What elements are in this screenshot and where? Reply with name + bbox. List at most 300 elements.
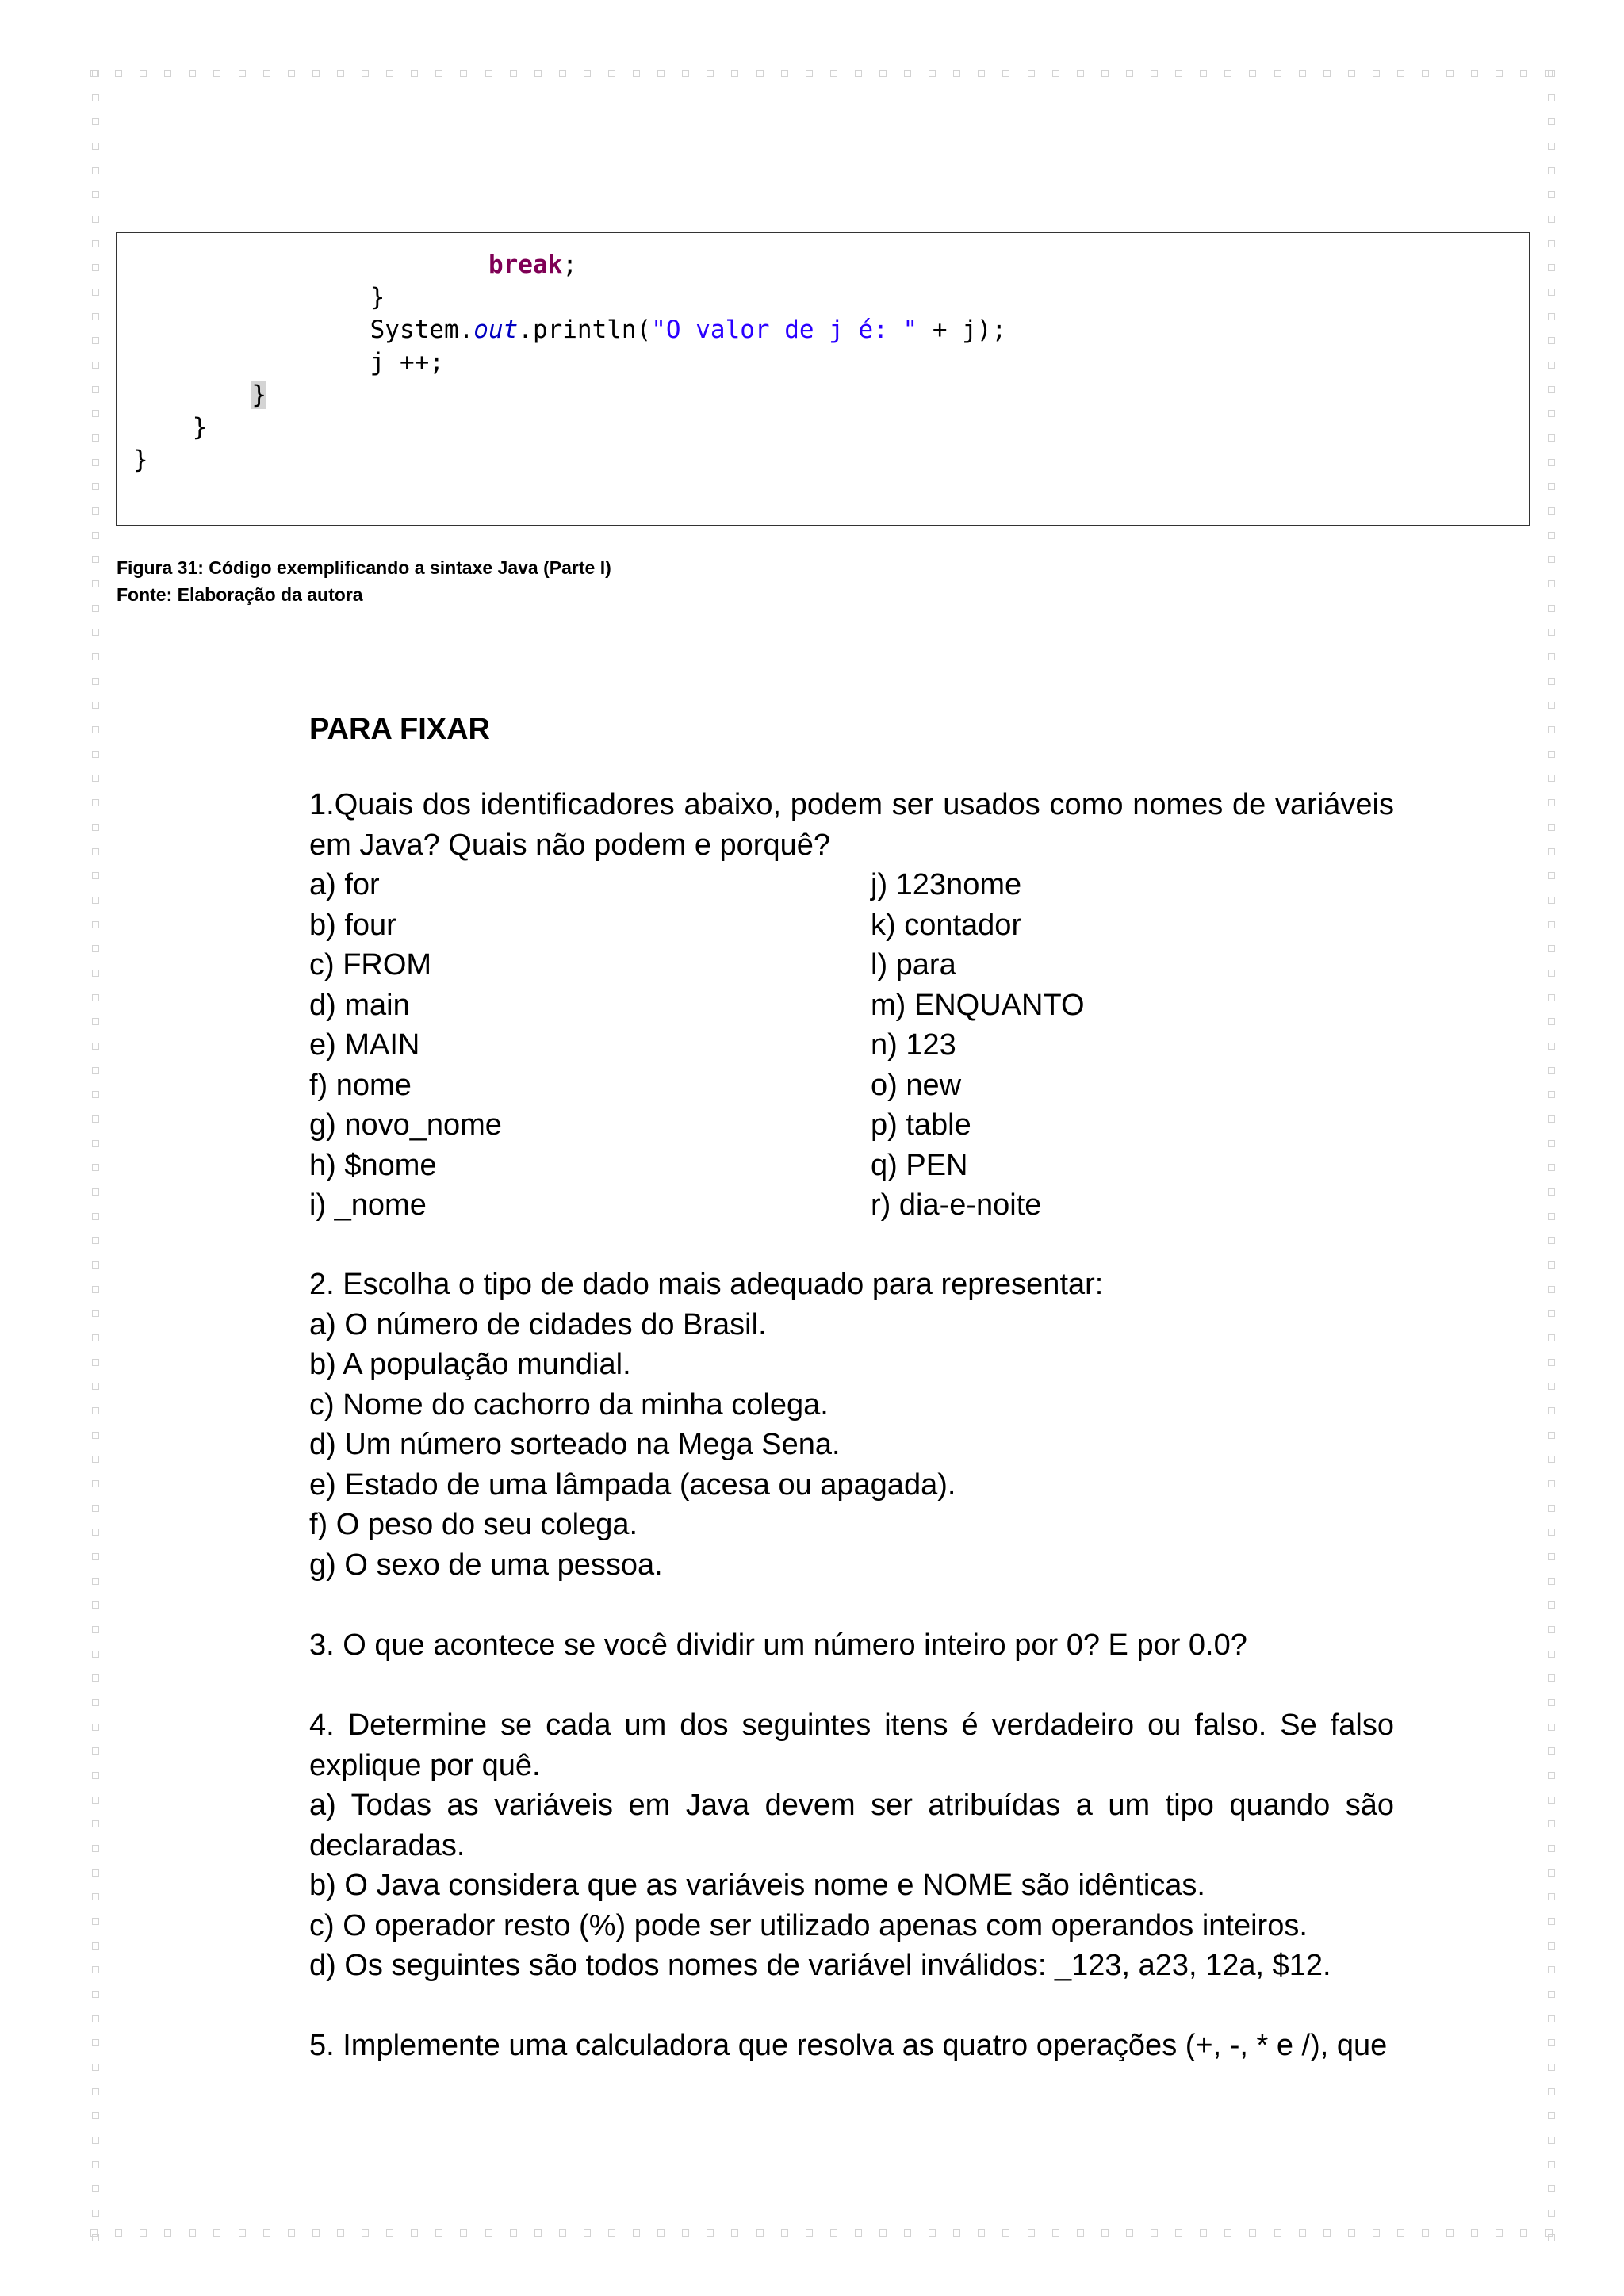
question-1-options (309, 865, 1394, 1230)
frame-square (1249, 70, 1256, 77)
frame-square (92, 872, 99, 879)
frame-square (92, 507, 99, 515)
option-item: i) _nome (309, 1188, 427, 1222)
code-token: ; (562, 251, 577, 279)
frame-square (1548, 653, 1555, 660)
frame-square (1548, 410, 1555, 417)
question-3 (309, 1625, 1394, 1666)
option-item: a) for (309, 868, 380, 901)
frame-square (1151, 70, 1158, 77)
frame-square (1548, 775, 1555, 782)
list-item: c) Nome do cachorro da minha colega. (309, 1387, 829, 1422)
frame-square (1548, 1091, 1555, 1098)
frame-square (92, 775, 99, 782)
frame-square (362, 2229, 369, 2237)
frame-square (92, 1601, 99, 1609)
frame-square (1397, 70, 1404, 77)
question-5 (309, 2026, 1394, 2066)
frame-square (1548, 507, 1555, 515)
frame-square (140, 70, 147, 77)
option-item: b) four (309, 908, 396, 942)
frame-square (92, 483, 99, 490)
frame-square (1548, 70, 1555, 77)
frame-square (1126, 70, 1133, 77)
frame-square (1548, 386, 1555, 393)
frame-square (92, 2210, 99, 2217)
frame-square (92, 605, 99, 612)
frame-square (189, 70, 196, 77)
frame-square (1548, 970, 1555, 977)
question-4 (309, 1705, 1394, 1986)
frame-square (534, 2229, 542, 2237)
frame-square (386, 2229, 393, 2237)
frame-square (1548, 2039, 1555, 2046)
frame-square (92, 2015, 99, 2022)
frame-square (855, 2229, 862, 2237)
frame-square (92, 1845, 99, 1852)
frame-square (92, 1505, 99, 1512)
frame-square (92, 1018, 99, 1025)
frame-square (559, 2229, 566, 2237)
exercise-section (309, 710, 1394, 750)
frame-square (1548, 1261, 1555, 1269)
code-line (133, 346, 444, 379)
option-item: o) new (871, 1068, 962, 1102)
frame-square (1052, 70, 1059, 77)
section-title: PARA FIXAR (309, 713, 490, 746)
frame-square (1548, 118, 1555, 125)
frame-square (1548, 1772, 1555, 1779)
frame-square (1548, 1942, 1555, 1950)
figure-caption: Figura 31: Código exemplificando a sintaxe Java (Parte I) (117, 557, 611, 578)
frame-square (682, 2229, 689, 2237)
frame-square (1548, 702, 1555, 709)
frame-square (92, 386, 99, 393)
frame-square (1348, 70, 1355, 77)
frame-square (1548, 483, 1555, 490)
frame-square (92, 945, 99, 952)
frame-square (1548, 532, 1555, 539)
frame-square (1548, 1115, 1555, 1123)
frame-square (485, 70, 492, 77)
code-token: "O valor de j é: " (651, 316, 918, 344)
frame-square (362, 70, 369, 77)
frame-square (1200, 2229, 1207, 2237)
frame-square (460, 2229, 467, 2237)
frame-square (1548, 2185, 1555, 2192)
frame-square (1548, 726, 1555, 733)
frame-square (1373, 2229, 1380, 2237)
frame-square (1077, 70, 1084, 77)
code-listing (116, 232, 1530, 526)
frame-square (1471, 70, 1478, 77)
frame-square (1548, 1018, 1555, 1025)
frame-square (92, 2234, 99, 2241)
frame-square (1548, 1359, 1555, 1366)
frame-square (92, 94, 99, 101)
frame-square (312, 70, 320, 77)
question-1-text: 1.Quais dos identificadores abaixo, podem ser usados como nomes de variáveis em Java? Quais não podem e porquê? (309, 788, 1394, 862)
frame-square (1548, 1286, 1555, 1293)
frame-square (510, 70, 517, 77)
frame-square (1548, 1164, 1555, 1171)
frame-square (657, 2229, 665, 2237)
list-item: b) A população mundial. (309, 1348, 631, 1381)
frame-square (92, 362, 99, 369)
frame-square (92, 1699, 99, 1706)
frame-square (1548, 1747, 1555, 1755)
frame-square (1299, 70, 1306, 77)
frame-square (1422, 2229, 1429, 2237)
question-2-items (309, 1305, 1394, 1586)
frame-square (115, 2229, 122, 2237)
question-2-text: 2. Escolha o tipo de dado mais adequado para representar: (309, 1268, 1104, 1301)
frame-square (92, 1067, 99, 1074)
frame-square (288, 70, 295, 77)
frame-square (1548, 1893, 1555, 1900)
frame-square (92, 1578, 99, 1585)
frame-square (1077, 2229, 1084, 2237)
question-2 (309, 1265, 1394, 1585)
code-token: } (251, 381, 266, 409)
frame-square (1028, 70, 1035, 77)
frame-square (1548, 1674, 1555, 1682)
frame-square (92, 1407, 99, 1414)
frame-square (1548, 799, 1555, 806)
frame-square (978, 70, 985, 77)
frame-square (559, 70, 566, 77)
frame-square (682, 70, 689, 77)
option-item: d) main (309, 988, 410, 1022)
frame-square (92, 216, 99, 223)
frame-square (1548, 1432, 1555, 1439)
frame-square (92, 678, 99, 685)
frame-square (534, 70, 542, 77)
frame-square (92, 459, 99, 466)
frame-square (584, 70, 591, 77)
frame-square (92, 1724, 99, 1731)
code-line (133, 379, 266, 411)
frame-square (92, 1674, 99, 1682)
frame-square (1548, 1140, 1555, 1147)
frame-square (92, 921, 99, 928)
frame-square (92, 1261, 99, 1269)
frame-square (92, 897, 99, 904)
frame-square (1548, 1067, 1555, 1074)
frame-square (879, 2229, 887, 2237)
code-token: out (473, 316, 519, 344)
frame-square (92, 289, 99, 296)
frame-square (781, 70, 788, 77)
frame-square (92, 824, 99, 831)
frame-square (608, 2229, 615, 2237)
frame-square (435, 2229, 442, 2237)
frame-square (633, 70, 640, 77)
frame-square (239, 2229, 246, 2237)
frame-square (1548, 2064, 1555, 2071)
frame-square (1548, 1651, 1555, 1658)
frame-square (1520, 2229, 1527, 2237)
frame-square (1548, 994, 1555, 1001)
frame-square (92, 994, 99, 1001)
frame-square (92, 2137, 99, 2144)
frame-square (1548, 1213, 1555, 1220)
frame-square (92, 410, 99, 417)
frame-square (1548, 1626, 1555, 1633)
frame-square (1175, 2229, 1182, 2237)
frame-square (140, 2229, 147, 2237)
frame-square (904, 2229, 911, 2237)
frame-square (1002, 2229, 1009, 2237)
frame-square (1548, 580, 1555, 587)
frame-square (953, 2229, 960, 2237)
frame-square (239, 70, 246, 77)
frame-square (263, 2229, 270, 2237)
frame-square (1274, 70, 1281, 77)
frame-square (731, 70, 738, 77)
frame-square (1224, 70, 1231, 77)
frame-square (92, 2039, 99, 2046)
frame-square (92, 1626, 99, 1633)
frame-square (806, 70, 813, 77)
frame-square (1548, 167, 1555, 174)
frame-square (1548, 1578, 1555, 1585)
frame-square (855, 70, 862, 77)
frame-square (92, 1091, 99, 1098)
frame-square (92, 848, 99, 855)
frame-square (1422, 70, 1429, 77)
frame-square (1548, 264, 1555, 271)
code-token: + j); (917, 316, 1007, 344)
frame-square (460, 70, 467, 77)
frame-square (1249, 2229, 1256, 2237)
frame-square (92, 70, 99, 77)
frame-square (411, 70, 418, 77)
frame-square (92, 1651, 99, 1658)
frame-square (1520, 70, 1527, 77)
frame-square (1446, 70, 1454, 77)
frame-square (92, 1310, 99, 1317)
frame-square (1548, 1820, 1555, 1827)
frame-square (1548, 1724, 1555, 1731)
question-5-text: 5. Implemente uma calculadora que resolva as quatro operações (+, -, * e /), que (309, 2029, 1388, 2062)
frame-square (1548, 605, 1555, 612)
frame-square (707, 2229, 714, 2237)
frame-square (337, 2229, 344, 2237)
frame-square (92, 970, 99, 977)
frame-square (92, 1188, 99, 1196)
option-item: q) PEN (871, 1148, 968, 1182)
frame-square (1002, 70, 1009, 77)
frame-square (1397, 2229, 1404, 2237)
code-line (133, 249, 577, 281)
frame-square (1028, 2229, 1035, 2237)
frame-square (92, 1820, 99, 1827)
code-token: } (370, 283, 385, 312)
frame-square (92, 1115, 99, 1123)
frame-square (92, 1213, 99, 1220)
frame-square (1548, 678, 1555, 685)
frame-square (1548, 1918, 1555, 1925)
frame-square (1548, 143, 1555, 150)
frame-square (92, 191, 99, 198)
frame-square (164, 70, 171, 77)
option-item: p) table (871, 1108, 971, 1142)
frame-square (92, 264, 99, 271)
frame-square (953, 70, 960, 77)
frame-square (189, 2229, 196, 2237)
frame-square (1548, 1188, 1555, 1196)
frame-square (1548, 848, 1555, 855)
frame-square (1548, 824, 1555, 831)
frame-square (164, 2229, 171, 2237)
frame-square (92, 1043, 99, 1050)
frame-square (92, 726, 99, 733)
frame-square (1548, 897, 1555, 904)
list-item: c) O operador resto (%) pode ser utilizado apenas com operandos inteiros. (309, 1908, 1308, 1942)
options-left-column (309, 865, 502, 1226)
frame-square (1548, 2161, 1555, 2168)
option-item: c) FROM (309, 948, 432, 982)
frame-square (1548, 1966, 1555, 1973)
frame-square (1224, 2229, 1231, 2237)
list-item: g) O sexo de uma pessoa. (309, 1548, 663, 1582)
question-3-text: 3. O que acontece se você dividir um número inteiro por 0? E por 0.0? (309, 1628, 1247, 1662)
frame-square (1052, 2229, 1059, 2237)
list-item: d) Um número sorteado na Mega Sena. (309, 1428, 841, 1461)
option-item: f) nome (309, 1068, 412, 1102)
frame-square (1548, 872, 1555, 879)
option-item: n) 123 (871, 1028, 956, 1062)
frame-square (92, 1918, 99, 1925)
frame-square (92, 1480, 99, 1487)
frame-square (1548, 921, 1555, 928)
frame-square (92, 629, 99, 636)
frame-square (1548, 2210, 1555, 2217)
frame-square (92, 1772, 99, 1779)
frame-square (1548, 751, 1555, 758)
frame-square (1274, 2229, 1281, 2237)
frame-square (879, 70, 887, 77)
frame-square (92, 2112, 99, 2119)
frame-square (263, 70, 270, 77)
option-item: r) dia-e-noite (871, 1188, 1042, 1222)
frame-square (929, 70, 936, 77)
option-item: h) $nome (309, 1148, 437, 1182)
frame-square (1348, 2229, 1355, 2237)
frame-square (92, 1553, 99, 1560)
frame-square (92, 1529, 99, 1536)
frame-square (633, 2229, 640, 2237)
frame-square (1548, 1383, 1555, 1390)
frame-square (92, 1797, 99, 1804)
frame-square (92, 1747, 99, 1755)
code-token: } (133, 446, 148, 474)
frame-square (92, 1869, 99, 1877)
frame-square (92, 799, 99, 806)
frame-square (1101, 70, 1109, 77)
code-token: System. (370, 316, 474, 344)
frame-square (1548, 1334, 1555, 1341)
frame-square (1548, 1797, 1555, 1804)
frame-square (1175, 70, 1182, 77)
option-item: k) contador (871, 908, 1022, 942)
frame-square (1200, 70, 1207, 77)
frame-square (904, 70, 911, 77)
option-item: l) para (871, 948, 956, 982)
frame-square (1548, 1529, 1555, 1536)
list-item: a) O número de cidades do Brasil. (309, 1307, 767, 1341)
frame-square (1323, 2229, 1331, 2237)
frame-square (1496, 70, 1503, 77)
frame-square (92, 1359, 99, 1366)
frame-square (1548, 1601, 1555, 1609)
frame-square (1446, 2229, 1454, 2237)
question-4-text: 4. Determine se cada um dos seguintes itens é verdadeiro ou falso. Se falso explique por quê. (309, 1709, 1394, 1782)
frame-square (92, 434, 99, 442)
frame-square (1299, 2229, 1306, 2237)
frame-square (411, 2229, 418, 2237)
frame-square (92, 313, 99, 320)
frame-square (756, 2229, 764, 2237)
frame-square (1548, 216, 1555, 223)
frame-square (92, 1893, 99, 1900)
frame-square (1548, 240, 1555, 247)
frame-square (1548, 629, 1555, 636)
frame-square (92, 556, 99, 563)
frame-square (781, 2229, 788, 2237)
frame-square (92, 337, 99, 344)
frame-square (92, 751, 99, 758)
option-item: g) novo_nome (309, 1108, 502, 1142)
frame-square (92, 1334, 99, 1341)
frame-square (1548, 1699, 1555, 1706)
code-token: } (192, 413, 208, 442)
page-frame-left (92, 70, 99, 2242)
option-item: j) 123nome (871, 868, 1022, 901)
frame-square (1548, 1310, 1555, 1317)
frame-square (1548, 1043, 1555, 1050)
frame-square (92, 118, 99, 125)
frame-square (1548, 289, 1555, 296)
frame-square (92, 1432, 99, 1439)
frame-square (1548, 2137, 1555, 2144)
frame-square (92, 1456, 99, 1463)
frame-square (115, 70, 122, 77)
frame-square (1496, 2229, 1503, 2237)
frame-square (1548, 94, 1555, 101)
frame-square (92, 2064, 99, 2071)
frame-square (92, 1966, 99, 1973)
frame-square (92, 2185, 99, 2192)
frame-square (92, 702, 99, 709)
frame-square (1548, 434, 1555, 442)
frame-square (1548, 1505, 1555, 1512)
code-token: j ++; (370, 348, 444, 377)
frame-square (1548, 337, 1555, 344)
frame-square (485, 2229, 492, 2237)
frame-square (657, 70, 665, 77)
frame-square (830, 2229, 837, 2237)
frame-square (830, 70, 837, 77)
frame-square (92, 167, 99, 174)
frame-square (1101, 2229, 1109, 2237)
frame-square (92, 580, 99, 587)
option-item: m) ENQUANTO (871, 988, 1085, 1022)
frame-square (1548, 556, 1555, 563)
frame-square (92, 1164, 99, 1171)
frame-square (213, 2229, 220, 2237)
